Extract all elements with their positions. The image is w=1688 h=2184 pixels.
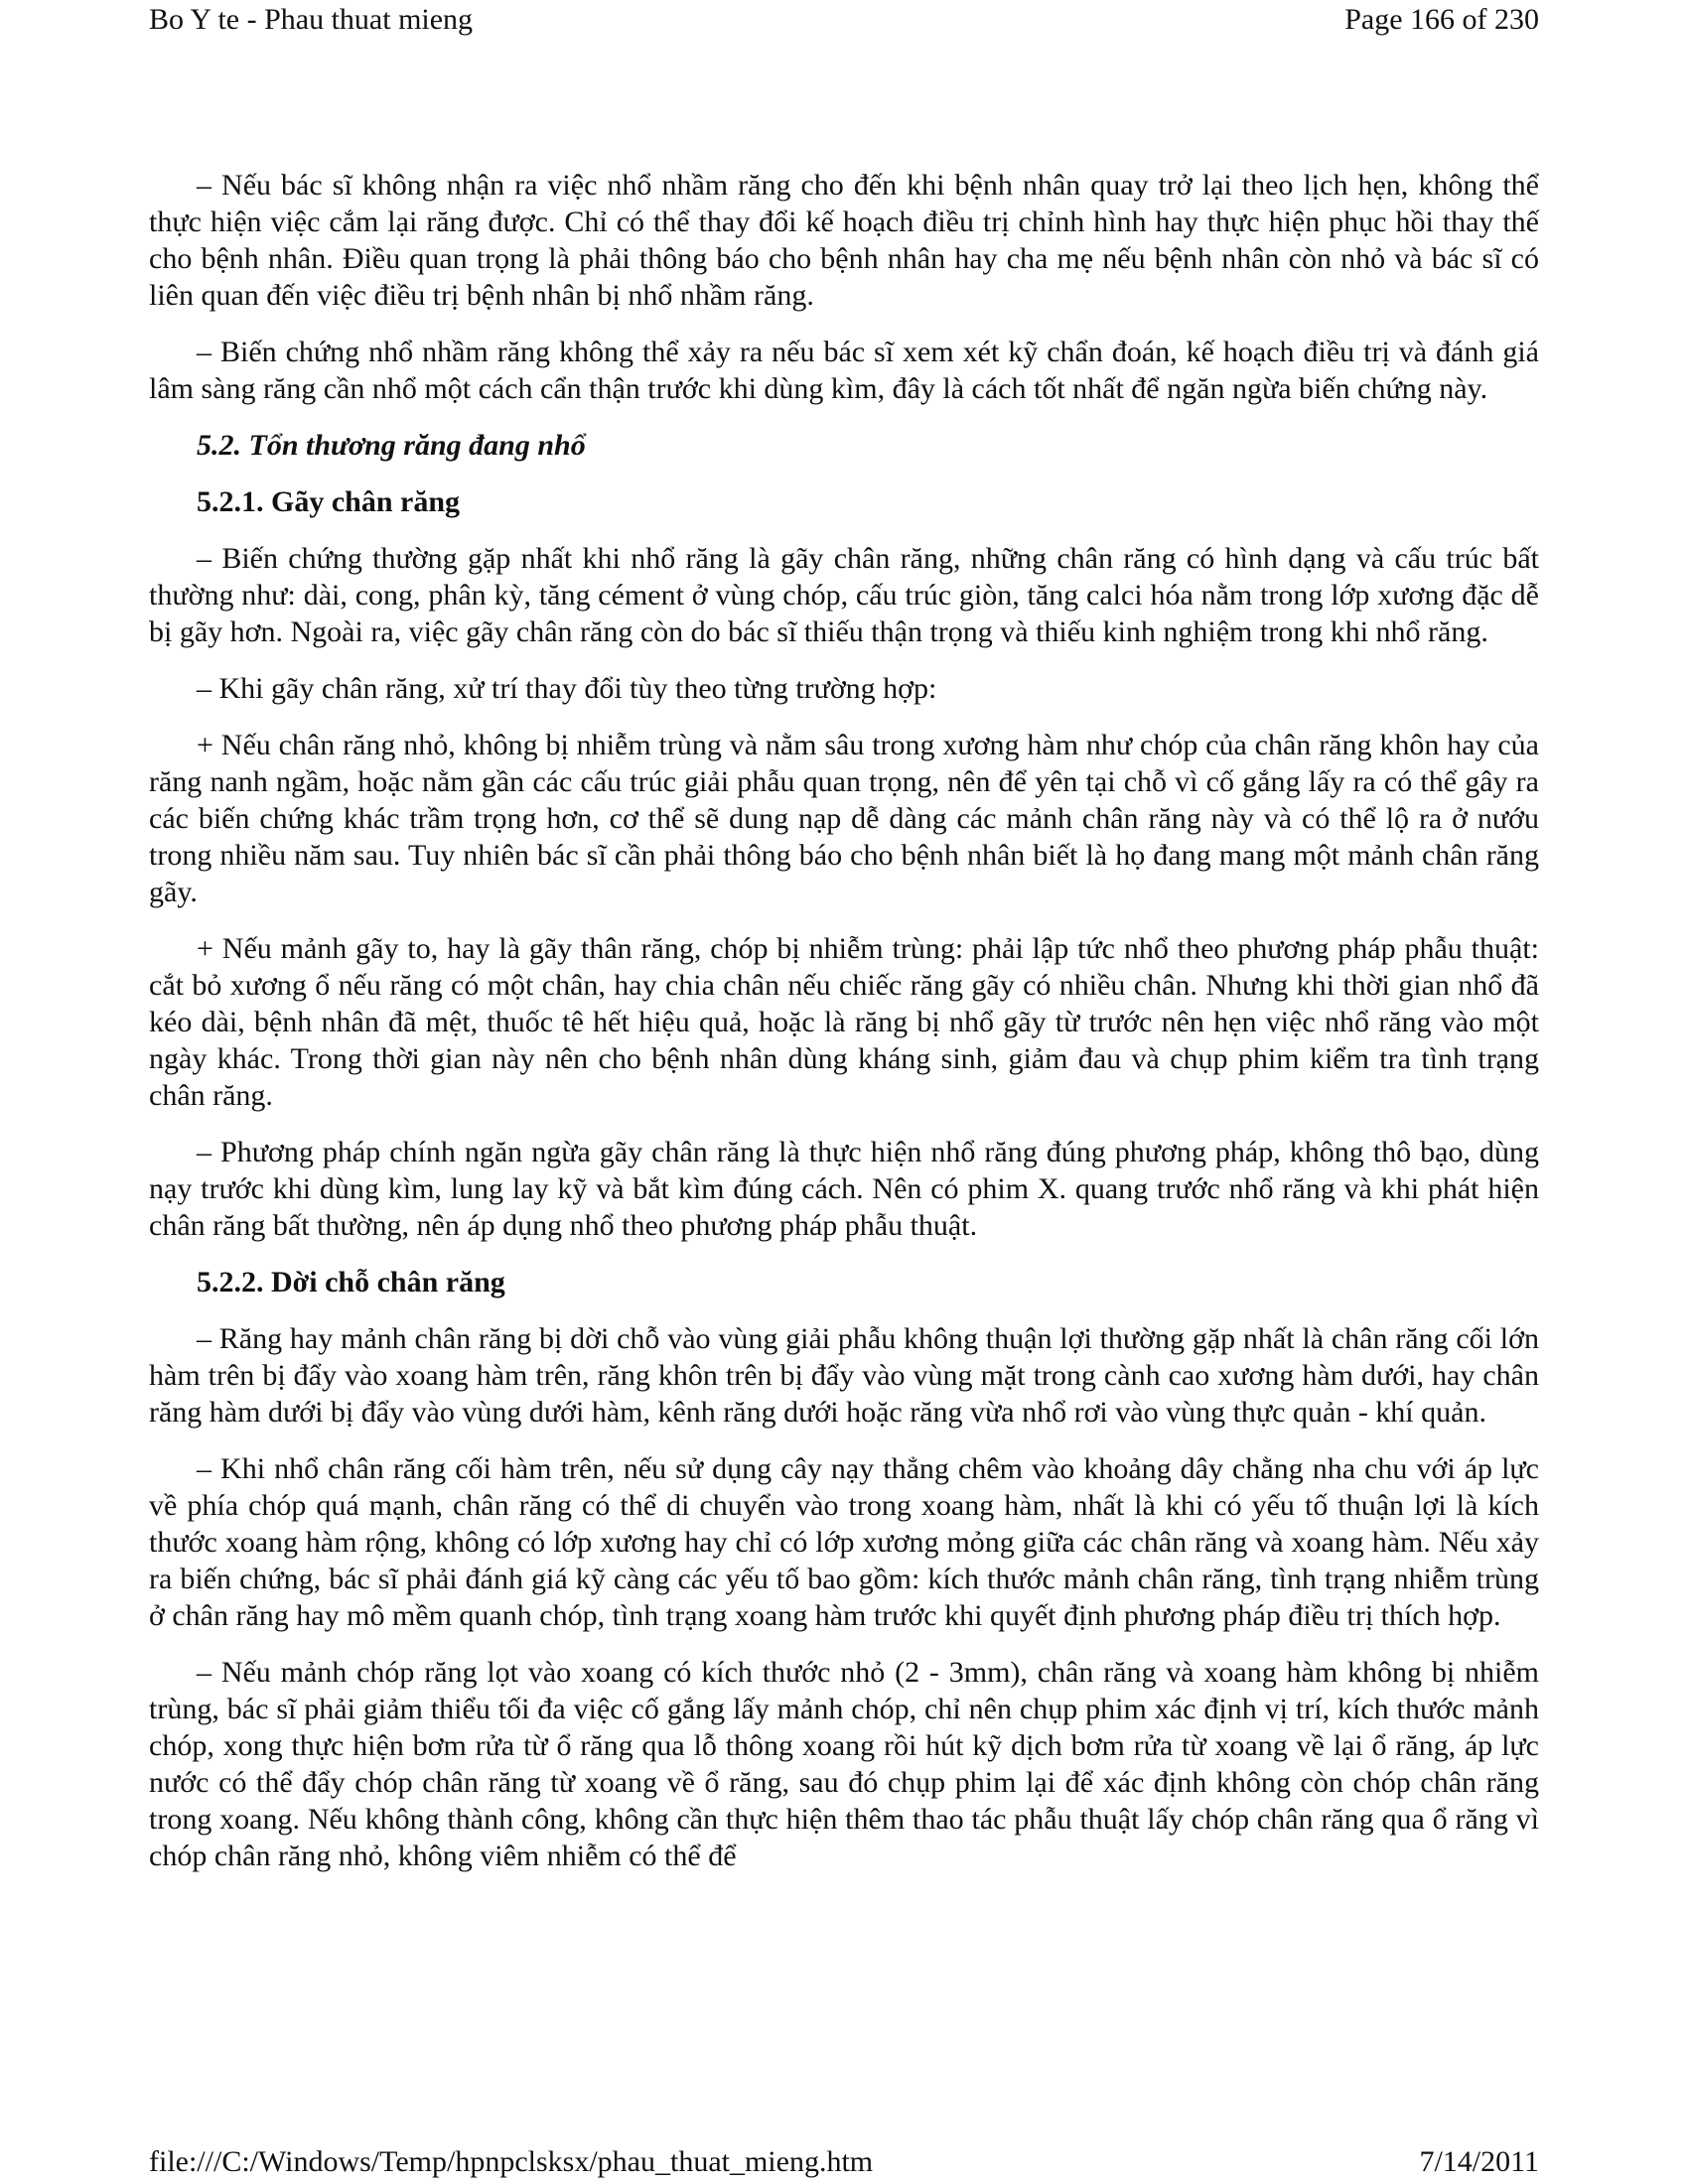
subsection-heading-5-2-2: 5.2.2. Dời chỗ chân răng xyxy=(197,1266,505,1298)
paragraph: – Răng hay mảnh chân răng bị dời chỗ vào vùng giải phẫu không thuận lợi thường gặp nhất là chân răng cối lớn hàm trên bị đẩy vào xoang hàm trên, răng khôn trên bị đẩy vào vùng mặt trong cành cao xương hàm dưới, hay chân răng hàm dưới bị đẩy vào vùng dưới hàm, kênh răng dưới hoặc răng vừa nhổ rơi vào vùng thực quản - khí quản. xyxy=(149,1322,1539,1429)
section-heading-5-2: 5.2. Tổn thương răng đang nhổ xyxy=(197,429,586,462)
print-date: 7/14/2011 xyxy=(1419,2145,1539,2178)
paragraph: – Nếu mảnh chóp răng lọt vào xoang có kích thước nhỏ (2 - 3mm), chân răng và xoang hàm không bị nhiễm trùng, bác sĩ phải giảm thiểu tối đa việc cố gắng lấy mảnh chóp, chỉ nên chụp phim xác định vị trí, kích thước mảnh chóp, xong thực hiện bơm rửa từ ổ răng qua lỗ thông xoang rồi hút kỹ dịch bơm rửa từ xoang về lại ổ răng, áp lực nước có thể đẩy chóp chân răng từ xoang về ổ răng, sau đó chụp phim lại để xác định không còn chóp chân răng trong xoang. Nếu không thành công, không cần thực hiện thêm thao tác phẫu thuật lấy chóp chân răng qua ổ răng vì chóp chân răng nhỏ, không viêm nhiễm có thể để xyxy=(149,1656,1539,1872)
paragraph: – Biến chứng thường gặp nhất khi nhổ răng là gãy chân răng, những chân răng có hình dạng và cấu trúc bất thường như: dài, cong, phân kỳ, tăng cément ở vùng chóp, cấu trúc giòn, tăng calci hóa nằm trong lớp xương đặc dễ bị gãy hơn. Ngoài ra, việc gãy chân răng còn do bác sĩ thiếu thận trọng và thiếu kinh nghiệm trong khi nhổ răng. xyxy=(149,542,1539,648)
paragraph: – Khi nhổ chân răng cối hàm trên, nếu sử dụng cây nạy thẳng chêm vào khoảng dây chằng nha chu với áp lực về phía chóp quá mạnh, chân răng có thể di chuyển vào trong xoang hàm, nhất là khi có yếu tố thuận lợi là kích thước xoang hàm rộng, không có lớp xương hay chỉ có lớp xương mỏng giữa các chân răng và xoang hàm. Nếu xảy ra biến chứng, bác sĩ phải đánh giá kỹ càng các yếu tố bao gồm: kích thước mảnh chân răng, tình trạng nhiễm trùng ở chân răng hay mô mềm quanh chóp, tình trạng xoang hàm trước khi quyết định phương pháp điều trị thích hợp. xyxy=(149,1452,1539,1632)
document-title: Bo Y te - Phau thuat mieng xyxy=(149,3,474,36)
paragraph: – Phương pháp chính ngăn ngừa gãy chân răng là thực hiện nhổ răng đúng phương pháp, không thô bạo, dùng nạy trước khi dùng kìm, lung lay kỹ và bắt kìm đúng cách. Nên có phim X. quang trước nhổ răng và khi phát hiện chân răng bất thường, nên áp dụng nhổ theo phương pháp phẫu thuật. xyxy=(149,1136,1539,1242)
paragraph: + Nếu chân răng nhỏ, không bị nhiễm trùng và nằm sâu trong xương hàm như chóp của chân răng khôn hay của răng nanh ngầm, hoặc nằm gần các cấu trúc giải phẫu quan trọng, nên để yên tại chỗ vì cố gắng lấy ra có thể gây ra các biến chứng khác trầm trọng hơn, cơ thể sẽ dung nạp dễ dàng các mảnh chân răng này và có thể lộ ra ở nướu trong nhiều năm sau. Tuy nhiên bác sĩ cần phải thông báo cho bệnh nhân biết là họ đang mang một mảnh chân răng gãy. xyxy=(149,729,1539,908)
paragraph: – Khi gãy chân răng, xử trí thay đổi tùy theo từng trường hợp: xyxy=(197,672,937,705)
paragraph: + Nếu mảnh gãy to, hay là gãy thân răng, chóp bị nhiễm trùng: phải lập tức nhổ theo phương pháp phẫu thuật: cắt bỏ xương ổ nếu răng có một chân, hay chia chân nếu chiếc răng gãy có nhiều chân. Nhưng khi thời gian nhổ đã kéo dài, bệnh nhân đã mệt, thuốc tê hết hiệu quả, hoặc là răng bị nhổ gãy từ trước nên hẹn việc nhổ răng vào một ngày khác. Trong thời gian này nên cho bệnh nhân dùng kháng sinh, giảm đau và chụp phim kiểm tra tình trạng chân răng. xyxy=(149,932,1539,1112)
page-content xyxy=(149,167,1539,1894)
subsection-heading-5-2-1: 5.2.1. Gãy chân răng xyxy=(197,485,461,518)
page-number: Page 166 of 230 xyxy=(1344,3,1539,36)
paragraph: – Biến chứng nhổ nhầm răng không thể xảy ra nếu bác sĩ xem xét kỹ chẩn đoán, kế hoạch điều trị và đánh giá lâm sàng răng cần nhổ một cách cẩn thận trước khi dùng kìm, đây là cách tốt nhất để ngăn ngừa biến chứng này. xyxy=(149,336,1539,405)
paragraph: – Nếu bác sĩ không nhận ra việc nhổ nhầm răng cho đến khi bệnh nhân quay trở lại theo lịch hẹn, không thể thực hiện việc cắm lại răng được. Chỉ có thể thay đổi kế hoạch điều trị chỉnh hình hay thực hiện phục hồi thay thế cho bệnh nhân. Điều quan trọng là phải thông báo cho bệnh nhân hay cha mẹ nếu bệnh nhân còn nhỏ và bác sĩ có liên quan đến việc điều trị bệnh nhân bị nhổ nhầm răng. xyxy=(149,169,1539,312)
file-path: file:///C:/Windows/Temp/hpnpclsksx/phau_thuat_mieng.htm xyxy=(149,2145,874,2178)
